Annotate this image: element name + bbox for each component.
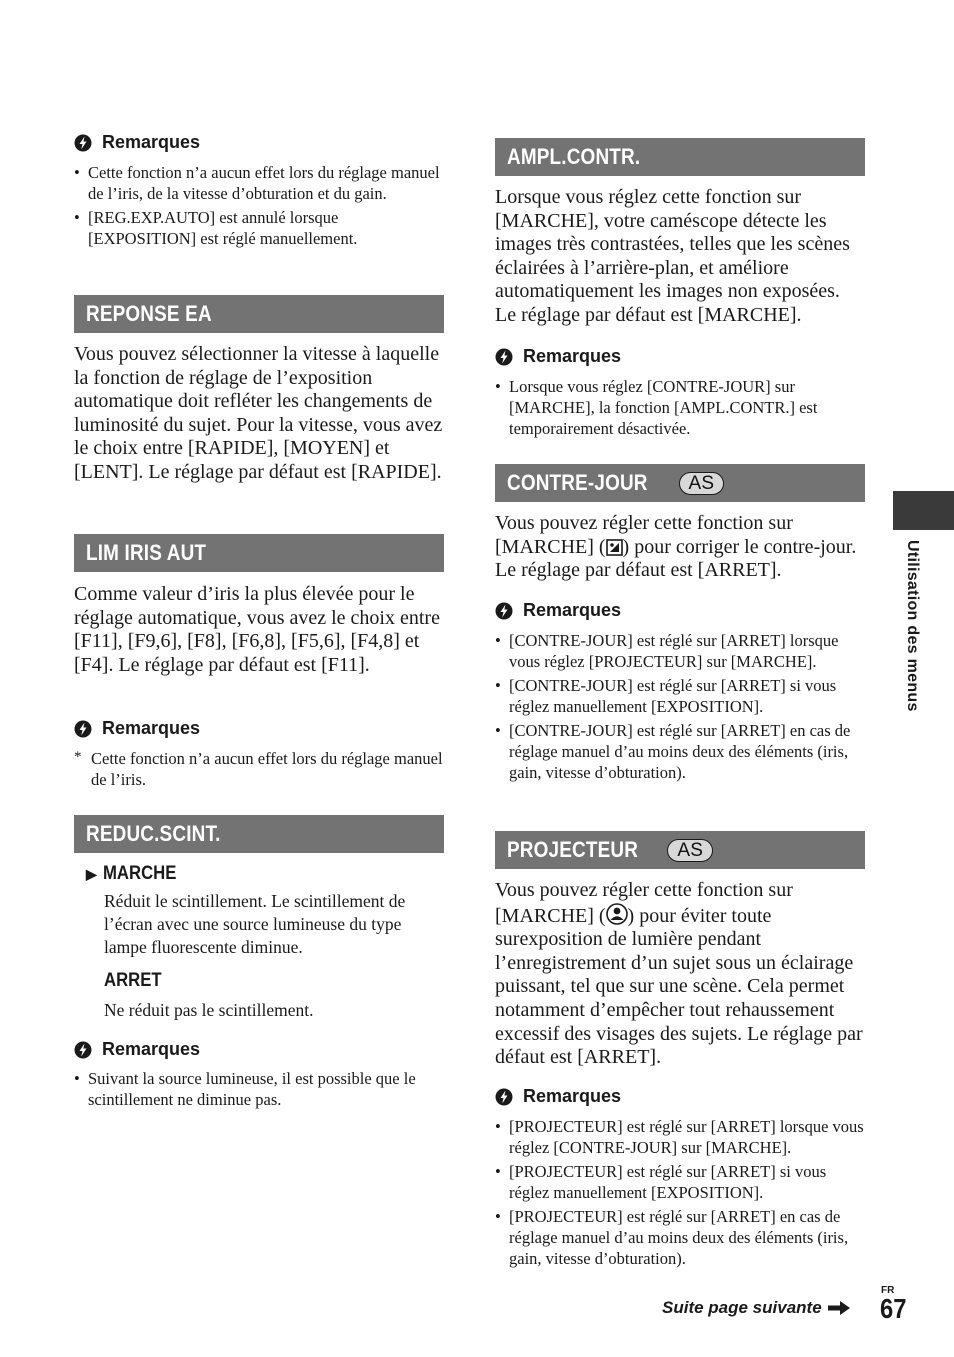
page-number: 67 (880, 1293, 907, 1324)
section-title-projecteur: PROJECTEUR AS (495, 831, 865, 869)
section-title-ampl-contr: AMPL.CONTR. (495, 138, 865, 176)
spotlight-icon (606, 903, 628, 925)
option-marche-heading: ▶ MARCHE (86, 863, 177, 884)
list-item: • [CONTRE-JOUR] est réglé sur [ARRET] lorsque vous réglez [PROJECTEUR] sur [MARCHE]. (495, 630, 865, 672)
ampl-contr-text: Lorsque vous réglez cette fonction sur [MARCHE], votre caméscope détecte les images très contrastées, telles que les scènes éclairées à l’arrière-plan, et améliore automatiquement les images non exposées. Le réglage par défaut est [MARCHE]. (495, 186, 850, 326)
projecteur-text: Vous pouvez régler cette fonction sur [MARCHE] ( ) pour éviter toute surexposition de lumière pendant l’enregistrement d’un sujet sous un éclairage puissant, tel que sur une scène. Cela permet notamment d’empêcher tout rehaussement excessif des visages des sujets. Le réglage par défaut est [ARRET]. (495, 879, 863, 1069)
remarks-list (495, 376, 865, 442)
contre-jour-text: Vous pouvez régler cette fonction sur [MARCHE] ( ) pour corriger le contre-jour. Le réglage par défaut est [ARRET]. (495, 512, 857, 582)
section-title-contre-jour: CONTRE-JOUR AS (495, 464, 865, 502)
remarks-list (74, 1068, 424, 1113)
section-title-lim-iris-aut: LIM IRIS AUT (74, 534, 444, 572)
remarks-heading: Remarques (74, 132, 200, 153)
language-code: FR (881, 1285, 895, 1296)
remarks-heading: Remarques (495, 1086, 621, 1107)
list-item: • [PROJECTEUR] est réglé sur [ARRET] en cas de réglage manuel d’au moins deux des éléments (iris, gain, vitesse d’obturation). (495, 1206, 865, 1269)
option-arret-heading: ARRET (104, 970, 162, 991)
option-arret-desc: Ne réduit pas le scintillement. (104, 1000, 314, 1020)
warning-icon (74, 720, 92, 738)
section-title-reduc-scint: REDUC.SCINT. (74, 815, 444, 853)
list-item: • [PROJECTEUR] est réglé sur [ARRET] si vous réglez manuellement [EXPOSITION]. (495, 1161, 865, 1203)
remarks-heading: Remarques (74, 718, 200, 739)
option-marche-desc: Réduit le scintillement. Le scintillement de l’écran avec une source lumineuse du type lampe fluorescente diminue. (104, 891, 406, 957)
remarks-list (74, 162, 444, 252)
remarks-heading: Remarques (74, 1039, 200, 1060)
list-item: • [CONTRE-JOUR] est réglé sur [ARRET] si vous réglez manuellement [EXPOSITION]. (495, 675, 865, 717)
warning-icon (495, 602, 513, 620)
list-item: * Cette fonction n’a aucun effet lors du réglage manuel de l’iris. (74, 748, 444, 790)
section-title-reponse-ea: REPONSE EA (74, 295, 444, 333)
list-item: • Cette fonction n’a aucun effet lors du réglage manuel de l’iris, de la vitesse d’obturation et du gain. (74, 162, 444, 204)
list-item: • [REG.EXP.AUTO] est annulé lorsque [EXPOSITION] est réglé manuellement. (74, 207, 444, 249)
list-item: • [PROJECTEUR] est réglé sur [ARRET] lorsque vous réglez [CONTRE-JOUR] sur [MARCHE]. (495, 1116, 865, 1158)
warning-icon (495, 348, 513, 366)
lim-iris-text: Comme valeur d’iris la plus élevée pour le réglage automatique, vous avez le choix entre [F11], [F9,6], [F8], [F6,8], [F5,6], [F4,8] et [F4]. Le réglage par défaut est [F11]. (74, 583, 440, 676)
backlight-icon (606, 539, 623, 556)
continued-link[interactable]: Suite page suivante (662, 1298, 850, 1318)
remarks-list (495, 630, 865, 786)
remarks-list (495, 1116, 865, 1272)
list-item: • [CONTRE-JOUR] est réglé sur [ARRET] en cas de réglage manuel d’au moins deux des éléments (iris, gain, vitesse d’obturation). (495, 720, 865, 783)
warning-icon (74, 134, 92, 152)
as-badge: AS (667, 839, 713, 862)
reponse-ea-text: Vous pouvez sélectionner la vitesse à laquelle la fonction de réglage de l’exposition automatique doit refléter les changements de luminosité du sujet. Pour la vitesse, vous avez le choix entre [RAPIDE], [MOYEN] et [LENT]. Le réglage par défaut est [RAPIDE]. (74, 343, 443, 483)
arrow-right-icon (828, 1301, 850, 1315)
as-badge: AS (679, 472, 725, 495)
list-item: • Suivant la source lumineuse, il est possible que le scintillement ne diminue pas. (74, 1068, 424, 1110)
chapter-label: Utilisation des menus (904, 540, 921, 712)
remarks-list (74, 748, 444, 793)
warning-icon (74, 1041, 92, 1059)
chapter-tab (893, 491, 954, 530)
list-item: • Lorsque vous réglez [CONTRE-JOUR] sur [MARCHE], la fonction [AMPL.CONTR.] est temporairement désactivée. (495, 376, 865, 439)
warning-icon (495, 1088, 513, 1106)
default-marker-icon: ▶ (86, 865, 97, 882)
remarks-heading: Remarques (495, 346, 621, 367)
remarks-heading: Remarques (495, 600, 621, 621)
